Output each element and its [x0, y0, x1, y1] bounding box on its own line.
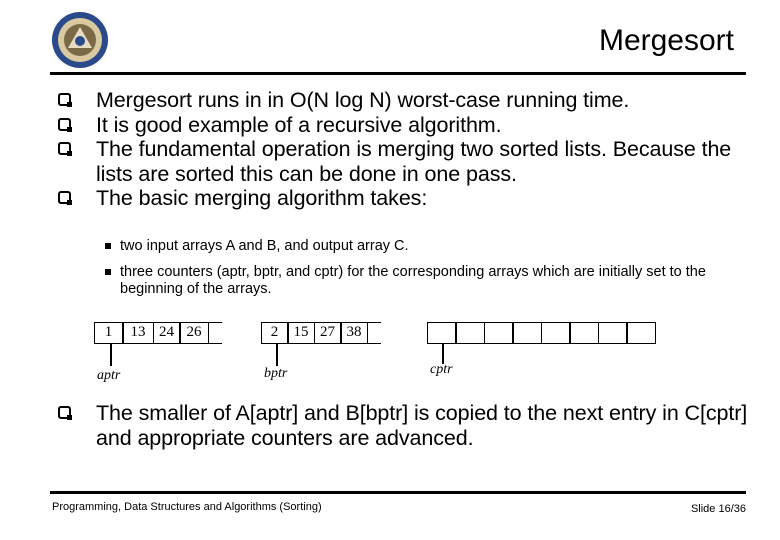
bullet-list [58, 88, 758, 211]
array-cell: 13 [122, 322, 154, 344]
checkbox-bullet-icon [58, 142, 71, 155]
bullet-item: The fundamental operation is merging two sorted lists. Because the lists are sorted this can be done in one pass. [58, 137, 758, 186]
university-seal-icon [50, 10, 110, 70]
array-cell: 1 [94, 322, 124, 344]
array-cell [427, 322, 457, 344]
cptr-arrow [442, 344, 444, 364]
array-cell [512, 322, 542, 344]
array-b [262, 322, 381, 344]
square-bullet-icon [105, 243, 111, 249]
array-cell [367, 322, 381, 344]
slide-title: Mergesort [598, 24, 734, 57]
array-cell: 24 [153, 322, 181, 344]
sub-bullet-item: two input arrays A and B, and output array C. [102, 238, 760, 255]
checkbox-bullet-icon [58, 93, 71, 106]
array-cell [598, 322, 628, 344]
array-cell [541, 322, 571, 344]
checkbox-bullet-icon [58, 406, 71, 419]
checkbox-bullet-icon [58, 118, 71, 131]
array-cell [484, 322, 514, 344]
array-cell: 15 [287, 322, 315, 344]
bullet-item: It is good example of a recursive algorithm. [58, 113, 758, 138]
bullet-item: The basic merging algorithm takes: [58, 186, 758, 211]
cptr-label: cptr [430, 362, 453, 377]
footer-course: Programming, Data Structures and Algorithms (Sorting) [52, 501, 322, 513]
array-cell: 38 [340, 322, 368, 344]
title-divider [50, 72, 746, 75]
square-bullet-icon [105, 269, 111, 275]
array-a [95, 322, 222, 344]
array-cell [626, 322, 656, 344]
aptr-arrow [110, 344, 112, 366]
array-cell: 27 [314, 322, 342, 344]
checkbox-bullet-icon [58, 191, 71, 204]
slide-number: Slide 16/36 [690, 503, 746, 515]
array-cell: 2 [261, 322, 289, 344]
bullet-item: Mergesort runs in in O(N log N) worst-case running time. [58, 88, 758, 113]
array-cell [455, 322, 485, 344]
array-cell: 26 [179, 322, 209, 344]
bptr-label: bptr [264, 366, 288, 381]
bullet-item: The smaller of A[aptr] and B[bptr] is copied to the next entry in C[cptr] and appropriate counters are advanced. [58, 401, 758, 450]
aptr-label: aptr [97, 368, 121, 383]
sub-bullet-item: three counters (aptr, bptr, and cptr) for the corresponding arrays which are initially set to the beginning of the arrays. [102, 264, 760, 298]
footer-divider [50, 491, 746, 494]
array-cell [208, 322, 222, 344]
bptr-arrow [276, 344, 278, 366]
array-cell [569, 322, 599, 344]
array-c [428, 322, 656, 344]
